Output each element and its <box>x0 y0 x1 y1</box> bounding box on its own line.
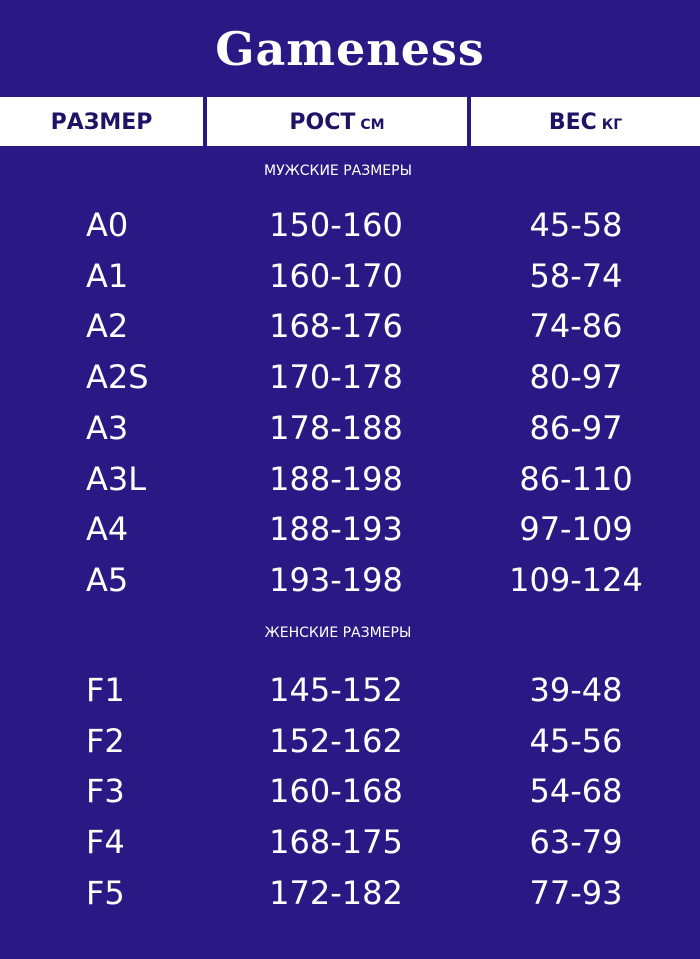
table-row <box>0 305 700 347</box>
weight-cell: 39-48 <box>529 671 623 709</box>
weight-cell: 74-86 <box>529 307 623 345</box>
height-cell: 145-152 <box>269 671 403 709</box>
height-cell: 188-193 <box>269 510 403 548</box>
weight-cell: 86-97 <box>529 409 623 447</box>
table-row <box>0 669 700 711</box>
weight-cell: 63-79 <box>529 823 623 861</box>
height-cell: 193-198 <box>269 561 403 599</box>
height-cell: 152-162 <box>269 722 403 760</box>
weight-cell: 86-110 <box>519 460 633 498</box>
height-cell: 160-168 <box>269 772 403 810</box>
table-row <box>0 204 700 246</box>
table-row <box>0 720 700 762</box>
height-cell: 160-170 <box>269 257 403 295</box>
size-cell: A4 <box>86 510 129 548</box>
header-weight <box>471 97 700 146</box>
height-cell: 170-178 <box>269 358 403 396</box>
size-cell: F4 <box>86 823 125 861</box>
height-cell: 168-176 <box>269 307 403 345</box>
size-cell: A5 <box>86 561 129 599</box>
table-row <box>0 872 700 914</box>
table-row <box>0 356 700 398</box>
table-row <box>0 508 700 550</box>
table-row <box>0 255 700 297</box>
weight-cell: 80-97 <box>529 358 623 396</box>
brand-logo: Gameness <box>215 22 485 76</box>
table-row <box>0 559 700 601</box>
weight-cell: 45-58 <box>529 206 623 244</box>
weight-cell: 45-56 <box>529 722 623 760</box>
height-cell: 188-198 <box>269 460 403 498</box>
size-cell: F3 <box>86 772 125 810</box>
height-cell: 172-182 <box>269 874 403 912</box>
size-cell: A3L <box>86 460 147 498</box>
weight-cell: 58-74 <box>529 257 623 295</box>
size-cell: A2 <box>86 307 129 345</box>
women-section-title: ЖЕНСКИЕ РАЗМЕРЫ <box>264 625 412 641</box>
header-size-label: РАЗМЕР <box>50 110 153 135</box>
weight-cell: 54-68 <box>529 772 623 810</box>
header-height-unit: СМ <box>360 117 385 133</box>
size-cell: F1 <box>86 671 125 709</box>
table-row <box>0 458 700 500</box>
weight-cell: 109-124 <box>509 561 643 599</box>
header-height <box>207 97 467 146</box>
height-cell: 178-188 <box>269 409 403 447</box>
header-size <box>0 97 203 146</box>
size-cell: A3 <box>86 409 129 447</box>
size-cell: A0 <box>86 206 129 244</box>
size-cell: A2S <box>86 358 149 396</box>
header-weight-unit: КГ <box>601 117 623 133</box>
size-cell: A1 <box>86 257 129 295</box>
table-row <box>0 821 700 863</box>
weight-cell: 77-93 <box>529 874 623 912</box>
header-height-label: РОСТ <box>289 110 356 135</box>
height-cell: 168-175 <box>269 823 403 861</box>
size-cell: F5 <box>86 874 125 912</box>
table-row <box>0 770 700 812</box>
header-weight-label: ВЕС <box>548 110 597 135</box>
men-section-title: МУЖСКИЕ РАЗМЕРЫ <box>264 163 412 179</box>
height-cell: 150-160 <box>269 206 403 244</box>
table-header <box>0 97 700 147</box>
weight-cell: 97-109 <box>519 510 633 548</box>
size-cell: F2 <box>86 722 125 760</box>
table-row <box>0 407 700 449</box>
